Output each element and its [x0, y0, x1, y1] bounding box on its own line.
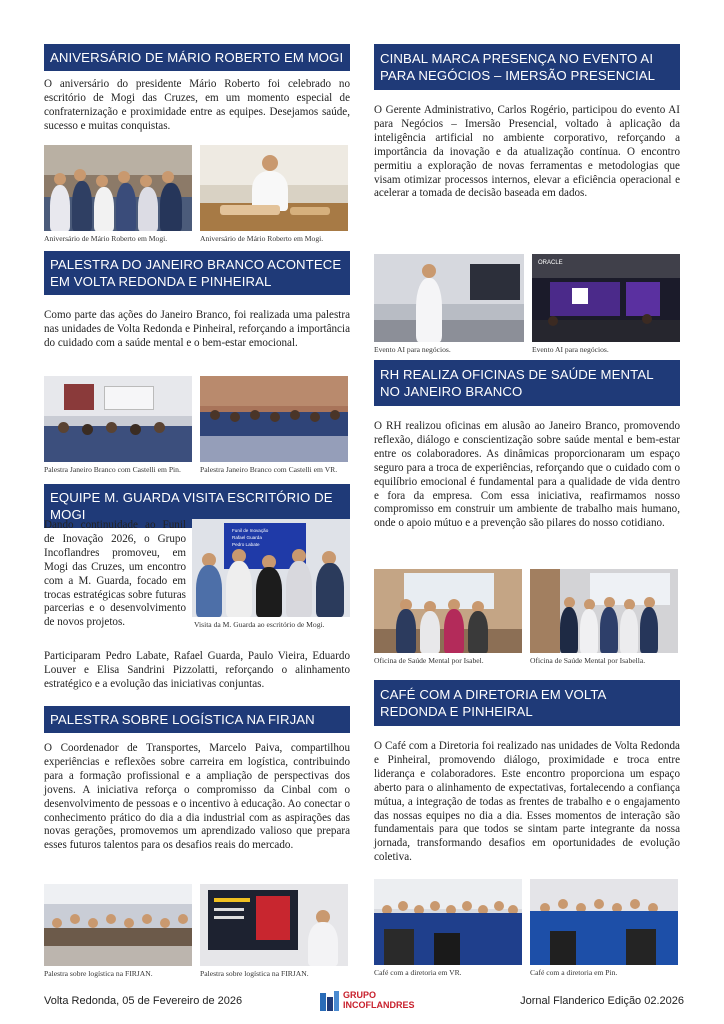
oracle-sign: ORACLE [538, 260, 563, 266]
article-body: O aniversário do presidente Mário Roberto foi celebrado no escritório de Mogi das Cruzes, em um momento especial de confraternização e proximidade entre as equipes. Desejamos saúde, sucesso e muitas conquistas. [44, 78, 350, 132]
photo-caption: Visita da M. Guarda ao escritório de Mogi. [194, 620, 325, 629]
article-body: Como parte das ações do Janeiro Branco, foi realizada uma palestra nas unidades de Volta Redonda e Pinheiral, reforçando a importância do cuidado com a saúde mental e o bem-estar emocional. [44, 309, 350, 349]
article-ai-negocios [374, 44, 680, 201]
photo-card [200, 145, 348, 243]
photo-row [44, 884, 348, 978]
photo-oficina-isabella [530, 569, 678, 653]
article-title: EQUIPE M. GUARDA VISITA ESCRITÓRIO DE MOGI [44, 484, 350, 528]
article-body-continued: Participaram Pedro Labate, Rafael Guarda, Paulo Vieira, Eduardo Louver e Elisa Sandrini Pizzolatti, reforçando o alinhamento estratégico e a evolução das iniciativas conjuntas. [44, 650, 350, 690]
article-janeiro-branco [44, 251, 350, 351]
page-footer [44, 990, 684, 1018]
photo-ai-event-speaker [374, 254, 524, 342]
photo-card [44, 884, 192, 978]
company-logo [318, 988, 418, 1014]
photo-row [44, 376, 348, 474]
article-firjan [44, 706, 350, 853]
photo-cafe-pin [530, 879, 678, 965]
photo-caption: Evento AI para negócios. [374, 345, 451, 354]
photo-caption: Evento AI para negócios. [532, 345, 609, 354]
photo-caption: Oficina de Saúde Mental por Isabella. [530, 656, 646, 665]
article-body: O RH realizou oficinas em alusão ao Janeiro Branco, promovendo reflexão, diálogo e conscientização sobre saúde mental e bem-estar entre os colaboradores. As dinâmicas proporcionaram um espaço seguro para a troca de experiências, reforçando que o cuidado com o equilíbrio emocional é fundamental para a qualidade de vida dentro e fora da empresa. Com essa iniciativa, reafirmamos nosso compromisso em construir um ambiente de trabalho mais humano, onde o apoio mútuo e a prevenção são pilares do nosso cotidiano. [374, 420, 680, 530]
footer-date: Volta Redonda, 05 de Fevereiro de 2026 [44, 995, 243, 1007]
photo-firjan-speaker [200, 884, 348, 966]
logo-text: GRUPO INCOFLANDRES [343, 990, 415, 1010]
photo-caption: Palestra sobre logística na FIRJAN. [200, 969, 309, 978]
article-title: PALESTRA DO JANEIRO BRANCO ACONTECE EM VOLTA REDONDA E PINHEIRAL [44, 251, 350, 295]
screen-text: Funil de Inovação Rafael Guarda Pedro Labate [232, 528, 269, 547]
photo-caption: Palestra Janeiro Branco com Castelli em Pin. [44, 465, 181, 474]
article-mario-roberto [44, 44, 350, 134]
photo-row [374, 569, 678, 665]
article-title: CAFÉ COM A DIRETORIA EM VOLTA REDONDA E PINHEIRAL [374, 680, 680, 726]
photo-card [44, 145, 192, 243]
photo-cafe-vr [374, 879, 522, 965]
photo-caption: Café com a diretoria em VR. [374, 968, 462, 977]
article-body: O Coordenador de Transportes, Marcelo Paiva, compartilhou experiências e reflexões sobre carreira em logística, contribuindo para a formação profissional e a ampliação de perspectivas dos jovens. A iniciativa reforça o compromisso da Cinbal com o desenvolvimento de pessoas e o incentivo à educação. Ao conectar o conhecimento prático do dia a dia industrial com as aspirações das novas gerações, promovemos um aprendizado valioso que prepara esses futuros talentos para os desafios reais do mercado. [44, 742, 350, 852]
photo-card [374, 569, 522, 665]
photo-birthday-cake [200, 145, 348, 231]
photo-caption: Palestra sobre logística na FIRJAN. [44, 969, 153, 978]
photo-caption: Aniversário de Mário Roberto em Mogi. [44, 234, 168, 243]
photo-card [530, 879, 678, 977]
photo-row [374, 254, 680, 354]
photo-card [44, 376, 192, 474]
article-body: O Gerente Administrativo, Carlos Rogério, participou do evento AI para Negócios – Imersão Presencial, voltado à aplicação da inteligência artificial no ambiente corporativo, reforçando a importância da inovação e da atualização contínua. O encontro permitiu a exploração de novas ferramentas e metodologias que visam otimizar processos internos, elevar a eficiência operacional e acelerar a tomada de decisão baseada em dados. [374, 104, 680, 200]
photo-row [374, 879, 678, 977]
photo-caption: Aniversário de Mário Roberto em Mogi. [200, 234, 324, 243]
photo-firjan-group [44, 884, 192, 966]
photo-birthday-group [44, 145, 192, 231]
photo-oficina-isabel [374, 569, 522, 653]
photo-row [44, 145, 348, 243]
photo-card [200, 376, 348, 474]
article-cafe-diretoria [374, 680, 680, 865]
logo-mark-icon [318, 989, 340, 1013]
photo-caption: Café com a diretoria em Pin. [530, 968, 618, 977]
article-body: O Café com a Diretoria foi realizado nas unidades de Volta Redonda e Pinheiral, promovendo diálogo, proximidade e troca entre liderança e colaboradores. Este encontro proporciona um espaço aberto para o alinhamento de expectativas, fortalecendo a confiança mútua, a integração de todas as frentes de trabalho e o engajamento das nossas equipes no dia a dia. Esses momentos de interação são fundamentais para que todos se sintam parte integrante da nossa jornada, transformando desafios em oportunidades de evolução coletiva. [374, 740, 680, 864]
article-body: Dando continuidade ao Funil de Inovação 2026, o Grupo Incoflandres promoveu, em Mogi das Cruzes, um encontro com a M. Guarda, focado em trocas estratégicas sobre futuras parcerias e o desenvolvimento de novos projetos. [44, 519, 186, 629]
photo-caption: Oficina de Saúde Mental por Isabel. [374, 656, 484, 665]
photo-janeiro-branco-vr [200, 376, 348, 462]
article-title: CINBAL MARCA PRESENÇA NO EVENTO AI PARA NEGÓCIOS – IMERSÃO PRESENCIAL [374, 44, 680, 90]
photo-card [374, 254, 524, 354]
photo-card [192, 519, 352, 645]
article-title: RH REALIZA OFICINAS DE SAÚDE MENTAL NO JANEIRO BRANCO [374, 360, 680, 406]
photo-card [530, 569, 678, 665]
article-title: ANIVERSÁRIO DE MÁRIO ROBERTO EM MOGI [44, 44, 350, 71]
photo-caption: Palestra Janeiro Branco com Castelli em VR. [200, 465, 338, 474]
article-title: PALESTRA SOBRE LOGÍSTICA NA FIRJAN [44, 706, 350, 733]
photo-card [374, 879, 522, 977]
photo-m-guarda-visit [192, 519, 350, 617]
photo-janeiro-branco-pin [44, 376, 192, 462]
photo-ai-event-stage [532, 254, 680, 342]
photo-card [200, 884, 348, 978]
footer-edition: Jornal Flanderico Edição 02.2026 [520, 995, 684, 1007]
photo-card [532, 254, 680, 354]
article-rh-oficinas [374, 360, 680, 531]
